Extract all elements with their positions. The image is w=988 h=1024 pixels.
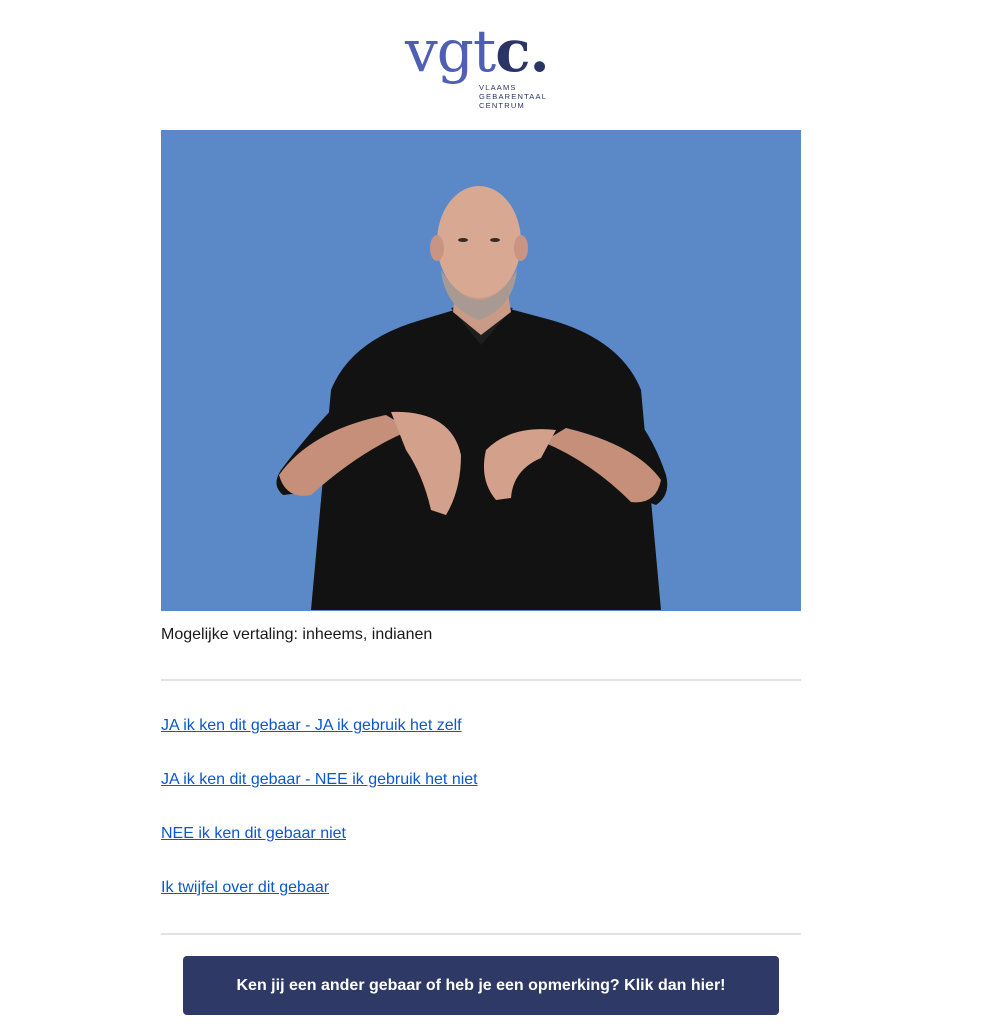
logo-wordmark-dark: c. (495, 17, 549, 85)
divider (161, 933, 801, 935)
link-unsure[interactable]: Ik twijfel over dit gebaar (161, 879, 330, 896)
divider (161, 679, 801, 681)
logo-wordmark-light: vgt (405, 17, 496, 85)
translation-caption: Mogelijke vertaling: inheems, indianen (161, 626, 433, 643)
feedback-button[interactable]: Ken jij een ander gebaar of heb je een opmerking? Klik dan hier! (183, 956, 779, 1015)
vgtc-logo (405, 16, 565, 112)
logo-wordmark (405, 16, 549, 86)
logo-subtitle-line: VLAAMS (479, 83, 517, 92)
link-yes-know-yes-use[interactable]: JA ik ken dit gebaar - JA ik gebruik het zelf (161, 717, 462, 734)
logo-subtitle-line: CENTRUM (479, 101, 525, 110)
link-yes-know-no-use[interactable]: JA ik ken dit gebaar - NEE ik gebruik het niet (161, 771, 478, 788)
logo-subtitle-line: GEBARENTAAL (479, 92, 548, 101)
sign-video[interactable] (161, 130, 801, 611)
link-dont-know[interactable]: NEE ik ken dit gebaar niet (161, 825, 346, 842)
signer-illustration (161, 130, 801, 611)
logo-subtitle (479, 83, 547, 110)
